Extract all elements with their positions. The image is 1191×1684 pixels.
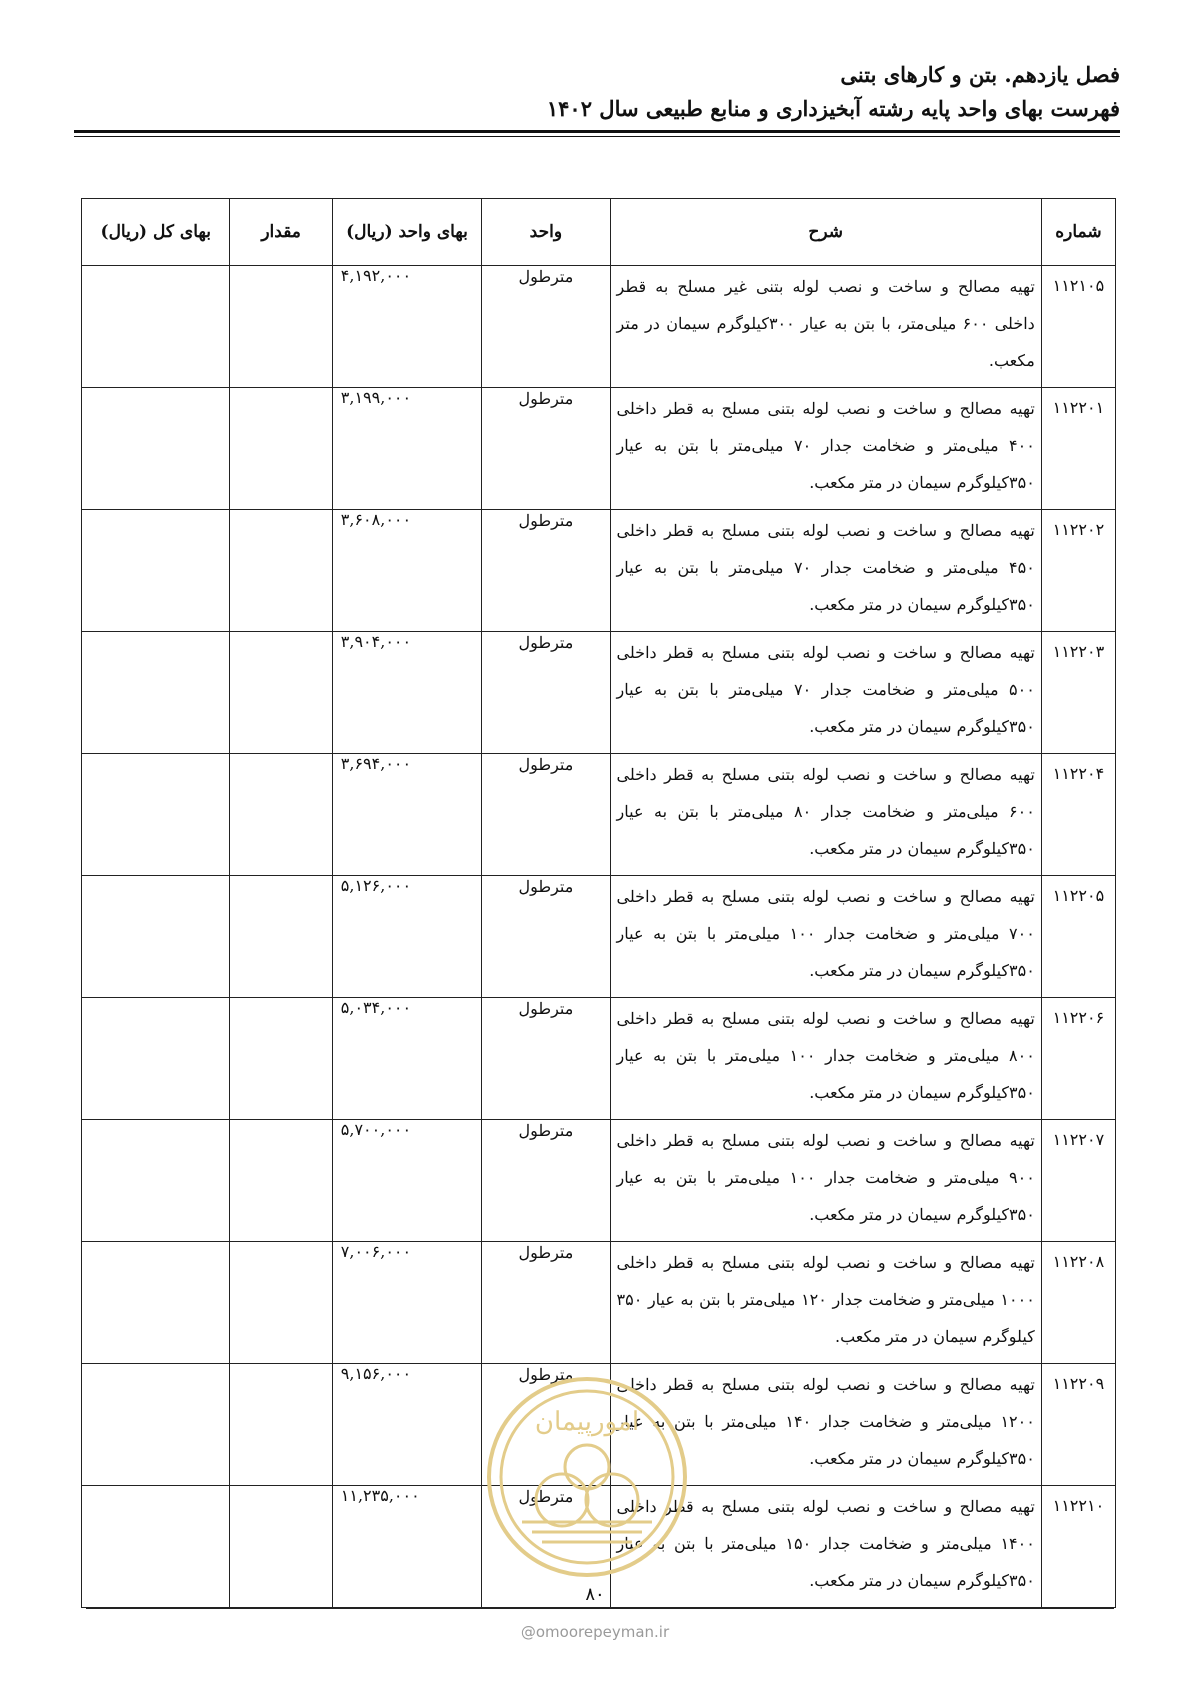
item-description: تهیه مصالح و ساخت و نصب لوله بتنی مسلح به قطر داخلی ۷۰۰ میلی‌متر و ضخامت جدار ۱۰۰ میلی‌متر با بتن به عیار ۳۵۰کیلوگرم سیمان در متر مکعب.: [610, 876, 1041, 998]
item-description: تهیه مصالح و ساخت و نصب لوله بتنی مسلح به قطر داخلی ۱۲۰۰ میلی‌متر و ضخامت جدار ۱۴۰ میلی‌متر با بتن به عیار ۳۵۰کیلوگرم سیمان در متر مکعب.: [610, 1364, 1041, 1486]
table-row: [82, 754, 1116, 876]
header-code: شماره: [1041, 199, 1115, 266]
table-row: [82, 1120, 1116, 1242]
item-unit: مترطول: [482, 510, 610, 632]
item-code: ۱۱۲۲۰۳: [1041, 632, 1115, 754]
item-unit: مترطول: [482, 632, 610, 754]
table-row: [82, 388, 1116, 510]
item-unit: مترطول: [482, 388, 610, 510]
table-body: [82, 266, 1116, 1608]
table-row: [82, 632, 1116, 754]
header-description: شرح: [610, 199, 1041, 266]
price-list-title: فهرست بهای واحد پایه رشته آبخیزداری و منابع طبیعی سال ۱۴۰۲: [546, 96, 1120, 121]
item-description: تهیه مصالح و ساخت و نصب لوله بتنی مسلح به قطر داخلی ۴۵۰ میلی‌متر و ضخامت جدار ۷۰ میلی‌متر با بتن به عیار ۳۵۰کیلوگرم سیمان در متر مکعب.: [610, 510, 1041, 632]
item-description: تهیه مصالح و ساخت و نصب لوله بتنی غیر مسلح به قطر داخلی ۶۰۰ میلی‌متر، با بتن به عیار ۳۰۰کیلوگرم سیمان در متر مکعب.: [610, 266, 1041, 388]
item-unit-price: ۵,۰۳۴,۰۰۰: [332, 998, 481, 1120]
item-unit: مترطول: [482, 998, 610, 1120]
item-code: ۱۱۲۲۰۹: [1041, 1364, 1115, 1486]
item-unit: مترطول: [482, 266, 610, 388]
item-unit-price: ۷,۰۰۶,۰۰۰: [332, 1242, 481, 1364]
item-unit-price: ۵,۷۰۰,۰۰۰: [332, 1120, 481, 1242]
item-description: تهیه مصالح و ساخت و نصب لوله بتنی مسلح به قطر داخلی ۹۰۰ میلی‌متر و ضخامت جدار ۱۰۰ میلی‌متر با بتن به عیار ۳۵۰کیلوگرم سیمان در متر مکعب.: [610, 1120, 1041, 1242]
header-rule-thin: [74, 136, 1120, 137]
item-quantity: [230, 998, 332, 1120]
item-unit-price: ۵,۱۲۶,۰۰۰: [332, 876, 481, 998]
table-row: [82, 1242, 1116, 1364]
item-total-price: [82, 1486, 230, 1608]
item-code: ۱۱۲۲۰۴: [1041, 754, 1115, 876]
item-description: تهیه مصالح و ساخت و نصب لوله بتنی مسلح به قطر داخلی ۱۰۰۰ میلی‌متر و ضخامت جدار ۱۲۰ میلی‌متر با بتن به عیار ۳۵۰ کیلوگرم سیمان در متر مکعب.: [610, 1242, 1041, 1364]
item-unit: مترطول: [482, 1364, 610, 1486]
item-code: ۱۱۲۲۱۰: [1041, 1486, 1115, 1608]
table-row: [82, 998, 1116, 1120]
item-total-price: [82, 388, 230, 510]
header-unit-price: بهای واحد (ریال): [332, 199, 481, 266]
table-row: [82, 510, 1116, 632]
item-total-price: [82, 632, 230, 754]
item-description: تهیه مصالح و ساخت و نصب لوله بتنی مسلح به قطر داخلی ۴۰۰ میلی‌متر و ضخامت جدار ۷۰ میلی‌متر با بتن به عیار ۳۵۰کیلوگرم سیمان در متر مکعب.: [610, 388, 1041, 510]
item-total-price: [82, 876, 230, 998]
item-total-price: [82, 1120, 230, 1242]
item-description: تهیه مصالح و ساخت و نصب لوله بتنی مسلح به قطر داخلی ۸۰۰ میلی‌متر و ضخامت جدار ۱۰۰ میلی‌متر با بتن به عیار ۳۵۰کیلوگرم سیمان در متر مکعب.: [610, 998, 1041, 1120]
header-rule-thick: [74, 130, 1120, 133]
item-description: تهیه مصالح و ساخت و نصب لوله بتنی مسلح به قطر داخلی ۱۴۰۰ میلی‌متر و ضخامت جدار ۱۵۰ میلی‌متر با بتن به عیار ۳۵۰کیلوگرم سیمان در متر مکعب.: [610, 1486, 1041, 1608]
item-unit: مترطول: [482, 754, 610, 876]
header-quantity: مقدار: [230, 199, 332, 266]
item-total-price: [82, 1364, 230, 1486]
item-quantity: [230, 1242, 332, 1364]
item-description: تهیه مصالح و ساخت و نصب لوله بتنی مسلح به قطر داخلی ۵۰۰ میلی‌متر و ضخامت جدار ۷۰ میلی‌متر با بتن به عیار ۳۵۰کیلوگرم سیمان در متر مکعب.: [610, 632, 1041, 754]
footer-rule: [86, 1608, 1114, 1609]
item-code: ۱۱۲۱۰۵: [1041, 266, 1115, 388]
item-total-price: [82, 266, 230, 388]
item-unit: مترطول: [482, 1242, 610, 1364]
item-unit: مترطول: [482, 1486, 610, 1608]
table-row: [82, 1364, 1116, 1486]
item-code: ۱۱۲۲۰۷: [1041, 1120, 1115, 1242]
item-total-price: [82, 510, 230, 632]
item-quantity: [230, 510, 332, 632]
item-code: ۱۱۲۲۰۵: [1041, 876, 1115, 998]
item-quantity: [230, 1486, 332, 1608]
website-watermark: @omoorepeyman.ir: [520, 1623, 670, 1641]
item-code: ۱۱۲۲۰۶: [1041, 998, 1115, 1120]
item-unit: مترطول: [482, 876, 610, 998]
header-unit: واحد: [482, 199, 610, 266]
item-unit-price: ۹,۱۵۶,۰۰۰: [332, 1364, 481, 1486]
item-description: تهیه مصالح و ساخت و نصب لوله بتنی مسلح به قطر داخلی ۶۰۰ میلی‌متر و ضخامت جدار ۸۰ میلی‌متر با بتن به عیار ۳۵۰کیلوگرم سیمان در متر مکعب.: [610, 754, 1041, 876]
item-quantity: [230, 1120, 332, 1242]
item-unit-price: ۳,۶۹۴,۰۰۰: [332, 754, 481, 876]
watermark-text: امورپیمان: [534, 1407, 640, 1437]
price-list-table: [81, 198, 1116, 1608]
chapter-title: فصل یازدهم. بتن و کارهای بتنی: [840, 62, 1120, 87]
item-total-price: [82, 1242, 230, 1364]
item-unit: مترطول: [482, 1120, 610, 1242]
table-header-row: [82, 199, 1116, 266]
item-quantity: [230, 266, 332, 388]
item-unit-price: ۱۱,۲۳۵,۰۰۰: [332, 1486, 481, 1608]
header-total-price: بهای کل (ریال): [82, 199, 230, 266]
item-unit-price: ۳,۹۰۴,۰۰۰: [332, 632, 481, 754]
item-code: ۱۱۲۲۰۲: [1041, 510, 1115, 632]
item-unit-price: ۴,۱۹۲,۰۰۰: [332, 266, 481, 388]
item-unit-price: ۳,۶۰۸,۰۰۰: [332, 510, 481, 632]
item-quantity: [230, 1364, 332, 1486]
item-quantity: [230, 388, 332, 510]
item-total-price: [82, 754, 230, 876]
item-quantity: [230, 754, 332, 876]
page-number: ۸۰: [585, 1584, 605, 1605]
table-row: [82, 266, 1116, 388]
item-unit-price: ۳,۱۹۹,۰۰۰: [332, 388, 481, 510]
item-code: ۱۱۲۲۰۱: [1041, 388, 1115, 510]
page-header: [74, 58, 1120, 126]
item-quantity: [230, 876, 332, 998]
item-quantity: [230, 632, 332, 754]
item-code: ۱۱۲۲۰۸: [1041, 1242, 1115, 1364]
item-total-price: [82, 998, 230, 1120]
table-row: [82, 876, 1116, 998]
